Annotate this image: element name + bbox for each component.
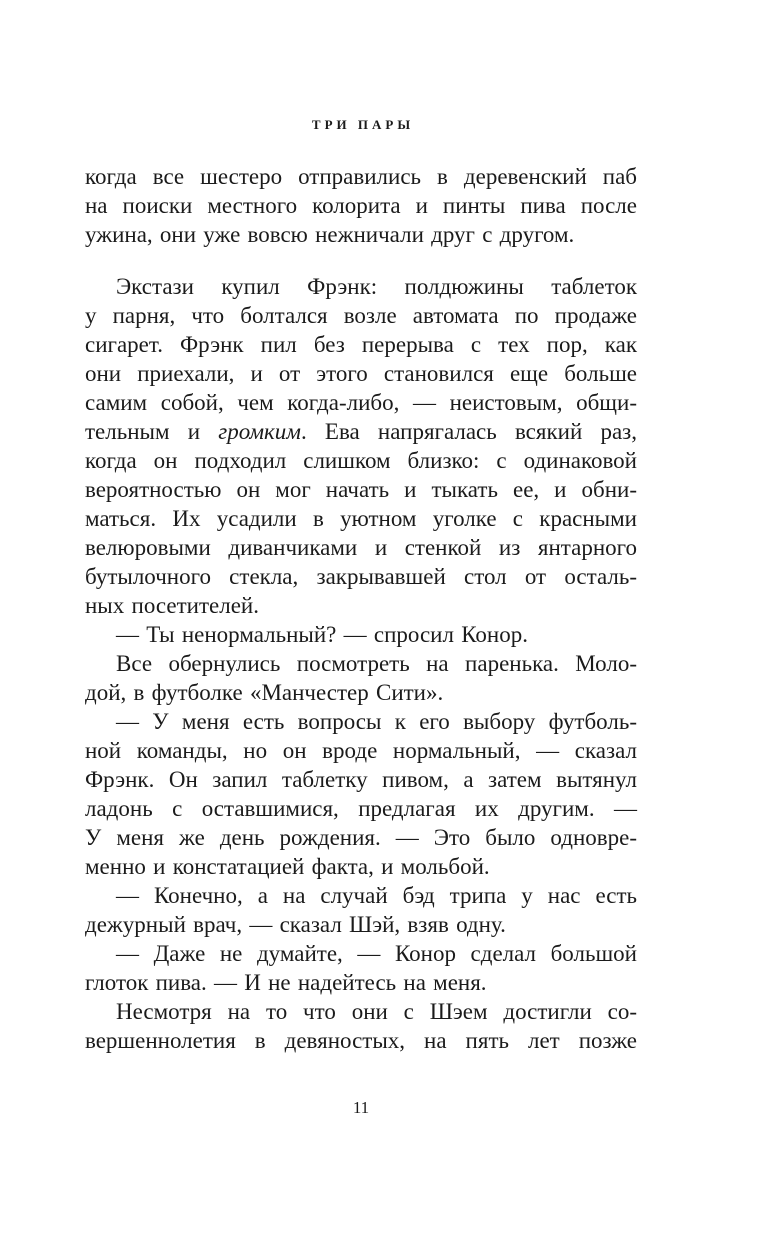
page-text [85, 162, 637, 1055]
text-line: ужина, они уже вовсю нежничали друг с другом. [85, 222, 575, 247]
text-line: ладонь с оставшимися, предлагая их другим. — [85, 796, 637, 821]
text-line: вершеннолетия в девяностых, на пять лет позже [85, 1028, 637, 1053]
text-line: маться. Их усадили в уютном уголке с красными [85, 506, 637, 531]
text-line: на поиски местного колорита и пинты пива после [85, 193, 637, 218]
text-line: Фрэнк. Он запил таблетку пивом, а затем вытянул [85, 767, 637, 792]
paragraph [85, 707, 637, 881]
text-line: дежурный врач, — сказал Шэй, взяв одну. [85, 912, 506, 937]
text-line: У меня же день рождения. — Это было одновре- [85, 825, 637, 850]
page-number: 11 [352, 1098, 370, 1117]
text-line: когда все шестеро отправились в деревенский паб [85, 164, 637, 189]
italic-text: громким [218, 419, 301, 444]
paragraph [85, 272, 637, 620]
text-line: бутылочного стекла, закрывавшей стол от осталь- [85, 564, 637, 589]
text-line: Экстази купил Фрэнк: полдюжины таблеток [116, 274, 637, 299]
paragraph [85, 881, 637, 939]
text-line: ных посетителей. [85, 593, 259, 618]
text-line: сигарет. Фрэнк пил без перерыва с тех пор, как [85, 332, 637, 357]
text-line: они приехали, и от этого становился еще больше [85, 361, 637, 386]
text-line: вероятностью он мог начать и тыкать ее, и обни- [85, 477, 637, 502]
text-line: — У меня есть вопросы к его выбору футболь- [116, 709, 637, 734]
text-line: тельным и громким. Ева напрягалась всякий раз, [85, 419, 637, 444]
text-line: у парня, что болтался возле автомата по продаже [85, 303, 637, 328]
running-header [85, 117, 637, 133]
text-line: — Даже не думайте, — Конор сделал большой [116, 941, 637, 966]
text-line: велюровыми диванчиками и стенкой из янтарного [85, 535, 637, 560]
text-line: Несмотря на то что они с Шэем достигли со- [116, 999, 637, 1024]
text-line: ной команды, но он вроде нормальный, — сказал [85, 738, 637, 763]
paragraph [85, 939, 637, 997]
text-line: — Конечно, а на случай бэд трипа у нас есть [116, 883, 637, 908]
text-line: когда он подходил слишком близко: с одинаковой [85, 448, 637, 473]
chapter-title: ТРИ ПАРЫ [311, 117, 415, 132]
paragraph [85, 649, 637, 707]
text-line: Все обернулись посмотреть на паренька. Моло- [116, 651, 637, 676]
paragraph [85, 997, 637, 1055]
page-footer [85, 1098, 637, 1118]
text-line: менно и констатацией факта, и мольбой. [85, 854, 490, 879]
paragraph [85, 620, 637, 649]
text-line: — Ты ненормальный? — спросил Конор. [116, 622, 528, 647]
text-line: дой, в футболке «Манчестер Сити». [85, 680, 444, 705]
text-line: самим собой, чем когда-либо, — неистовым, общи- [85, 390, 637, 415]
paragraph [85, 162, 637, 249]
text-line: глоток пива. — И не надейтесь на меня. [85, 970, 487, 995]
